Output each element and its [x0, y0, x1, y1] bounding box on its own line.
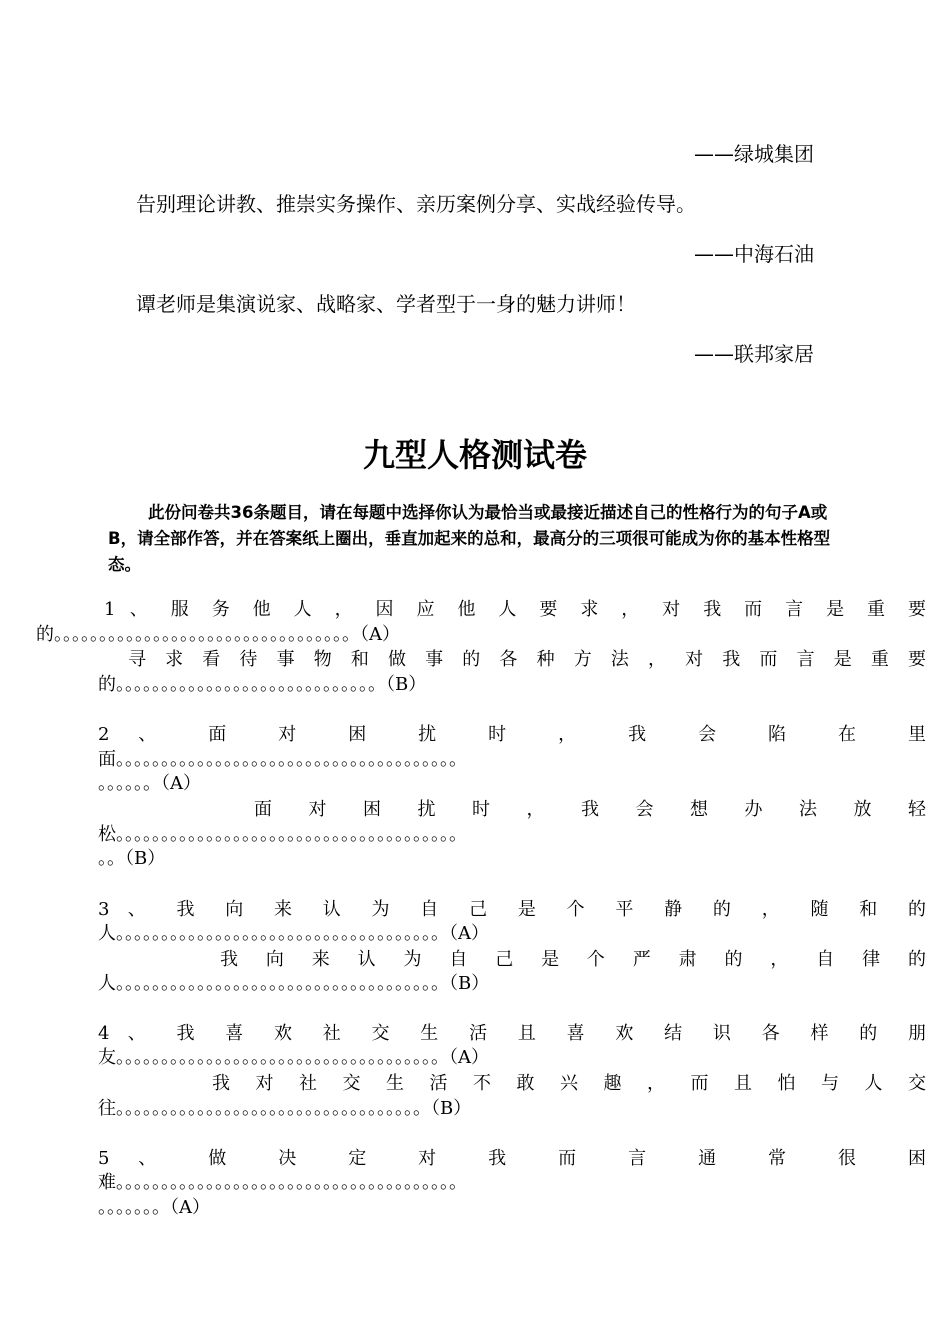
intro-paragraph: 此份问卷共36条题目，请在每题中选择你认为最恰当或最接近描述自己的性格行为的句子A或B，请全部作答，并在答案纸上圈出，垂直加起来的总和，最高分的三项很可能成为你的基本性格型态。: [108, 503, 831, 574]
q2-option-b-line1: 面 对 困 扰 时 ， 我 会 想 办 法 放 轻: [254, 799, 926, 820]
q1-option-a-line2: 的。。。。。。。。。。。。。。。。。。。。。。。。。。。。。。。。。（A）: [36, 624, 400, 645]
endorsement-text-3: 谭老师是集演说家、战略家、学者型于一身的魅力讲师！: [136, 292, 636, 316]
endorsement-text-2: 告别理论讲教、推崇实务操作、亲历案例分享、实战经验传导。: [136, 192, 696, 216]
q3-option-b-line2: 人。。。。。。。。。。。。。。。。。。。。。。。。。。。。。。。。。。。。（B）: [98, 973, 490, 994]
q4-option-b-line1: 我 对 社 交 生 活 不 敢 兴 趣 ， 而 且 怕 与 人 交: [212, 1073, 926, 1094]
q3-option-a-line2: 人。。。。。。。。。。。。。。。。。。。。。。。。。。。。。。。。。。。。（A）: [98, 923, 489, 944]
q2-option-a-line2: 面。。。。。。。。。。。。。。。。。。。。。。。。。。。。。。。。。。。。。。: [98, 749, 467, 770]
q2-option-b-line3: 。。（B）: [98, 848, 166, 869]
q2-option-a-line1: 2 、 面 对 困 扰 时 ， 我 会 陷 在 里: [98, 724, 926, 745]
q1-option-b-line1: 寻 求 看 待 事 物 和 做 事 的 各 种 方 法 ， 对 我 而 言 是 重 要: [128, 649, 926, 670]
endorsement-source-1: ——绿城集团: [694, 142, 814, 166]
q2-option-a-line3: 。。。。。。（A）: [98, 773, 201, 794]
q5-option-a-line1: 5 、 做 决 定 对 我 而 言 通 常 很 困: [98, 1148, 926, 1169]
endorsement-source-2: ——中海石油: [694, 242, 814, 266]
page-title: 九型人格测试卷: [362, 436, 587, 474]
q3-option-a-line1: 3 、 我 向 来 认 为 自 己 是 个 平 静 的 ， 随 和 的: [98, 899, 926, 920]
q2-option-b-line2: 松。。。。。。。。。。。。。。。。。。。。。。。。。。。。。。。。。。。。。。: [98, 824, 467, 845]
q1-option-b-line2: 的。。。。。。。。。。。。。。。。。。。。。。。。。。。。。（B）: [98, 674, 427, 695]
q5-option-a-line2: 难。。。。。。。。。。。。。。。。。。。。。。。。。。。。。。。。。。。。。。: [98, 1172, 467, 1193]
q5-option-a-line3: 。。。。。。。（A）: [98, 1197, 210, 1218]
q3-option-b-line1: 我 向 来 认 为 自 己 是 个 严 肃 的 ， 自 律 的: [220, 949, 926, 970]
endorsement-source-3: ——联邦家居: [694, 342, 814, 366]
q1-option-a-line1: 1 、 服 务 他 人 ， 因 应 他 人 要 求 ， 对 我 而 言 是 重 要: [104, 599, 926, 620]
q4-option-a-line2: 友。。。。。。。。。。。。。。。。。。。。。。。。。。。。。。。。。。。。（A）: [98, 1047, 489, 1068]
q4-option-b-line2: 往。。。。。。。。。。。。。。。。。。。。。。。。。。。。。。。。。。（B）: [98, 1098, 472, 1119]
q4-option-a-line1: 4 、 我 喜 欢 社 交 生 活 且 喜 欢 结 识 各 样 的 朋: [98, 1023, 926, 1044]
